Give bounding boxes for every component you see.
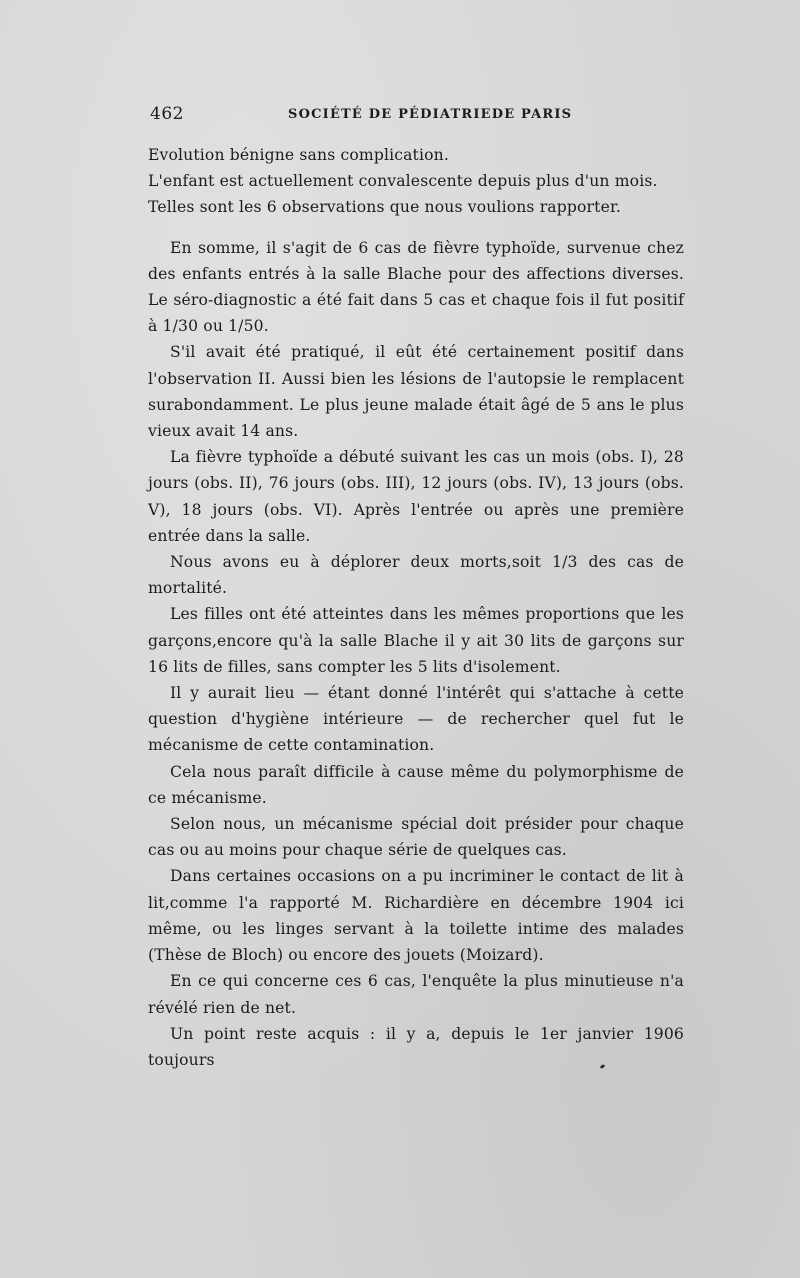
paragraph-difficulty: Cela nous paraît difficile à cause même du polymorphisme de ce mécanisme. — [148, 762, 684, 807]
paragraph-evolution: Evolution bénigne sans complication. — [148, 146, 449, 164]
paragraph-serodiagnostic: S'il avait été pratiqué, il eût été certainement positif dans l'observation II. Aussi bien les lésions de l'autopsie le remplacent surabondamment. Le plus jeune malade était âgé de 5 ans le plus vieux avait 14 ans. — [148, 343, 684, 441]
paragraph-convalescence: L'enfant est actuellement convalescente depuis plus d'un mois. — [148, 172, 658, 191]
journal-title: SOCIÉTÉ DE PÉDIATRIEDE PARIS — [288, 107, 573, 122]
paragraph-observations: Telles sont les 6 observations que nous voulions rapporter. — [148, 198, 621, 217]
paragraph-mechanism: Selon nous, un mécanisme spécial doit présider pour chaque cas ou au moins pour chaque série de quelques cas. — [148, 815, 684, 860]
paragraph-mortality: Nous avons eu à déplorer deux morts,soit 1/3 des cas de mortalité. — [148, 553, 684, 598]
paragraph-conclusion: Un point reste acquis : il y a, depuis le 1er janvier 1906 toujours — [148, 1024, 684, 1069]
paragraph-onset: La fièvre typhoïde a débuté suivant les cas un mois (obs. I), 28 jours (obs. II), 76 jours (obs. III), 12 jours (obs. IV), 13 jours (obs. V), 18 jours (obs. VI). Après l'entrée ou après une première entrée dans la salle. — [148, 448, 684, 545]
page-number: 462 — [150, 104, 184, 124]
paragraph-hygiene: Il y aurait lieu — étant donné l'intérêt qui s'attache à cette question d'hygiène intérieure — de rechercher quel fut le mécanisme de cette contamination. — [148, 684, 684, 755]
paragraph-proportions: Les filles ont été atteintes dans les mêmes proportions que les garçons,encore qu'à la salle Blache il y ait 30 lits de garçons sur 16 lits de filles, sans compter les 5 lits d'isolement. — [148, 605, 684, 676]
paragraph-summary: En somme, il s'agit de 6 cas de fièvre typhoïde, survenue chez des enfants entrés à la salle Blache pour des affections diverses. Le séro-diagnostic a été fait dans 5 cas et chaque fois il fut positif à 1/30 ou 1/50. — [148, 238, 684, 336]
body-text — [148, 142, 684, 1073]
paragraph-contact: Dans certaines occasions on a pu incriminer le contact de lit à lit,comme l'a rapporté M. Richardière en décembre 1904 ici même, ou les linges servant à la toilette intime des malades (Thèse de Bloch) ou encore des jouets (Moizard). — [148, 867, 684, 965]
paragraph-enquiry: En ce qui concerne ces 6 cas, l'enquête la plus minutieuse n'a révélé rien de net. — [148, 972, 684, 1017]
running-head — [150, 104, 690, 128]
